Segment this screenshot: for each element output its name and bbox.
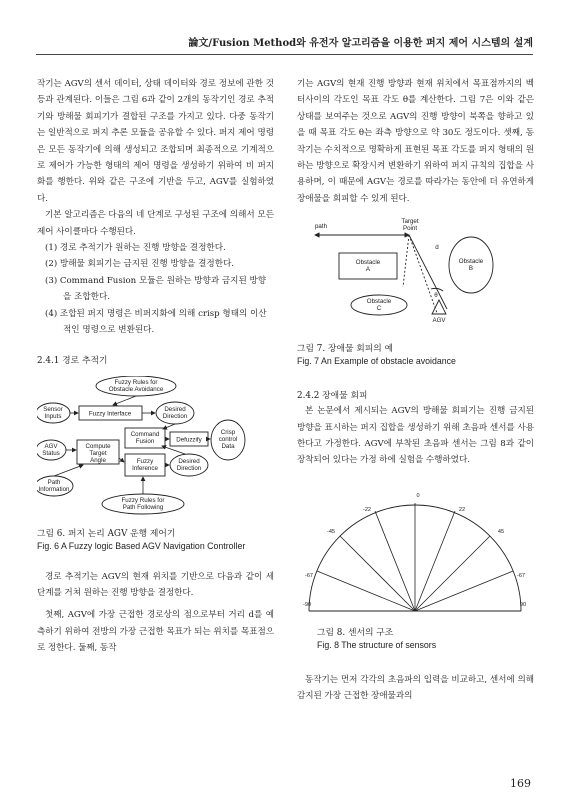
fig6-label: Sensor	[43, 405, 63, 413]
fig6-label: Fuzzy Rules for	[114, 378, 158, 386]
fig6-label: AGV	[44, 442, 58, 450]
figure-caption: 그림 7. 장애물 회피의 예	[297, 344, 394, 355]
fig6-label: Obstacle Avoidance	[108, 385, 164, 393]
fig7-label: A	[365, 266, 371, 274]
fig6-label: Fusion	[135, 437, 155, 445]
figure-caption-en: Fig. 8 The structure of sensors	[317, 639, 437, 650]
step-list	[37, 240, 274, 338]
sensor-angle-label: 45	[497, 528, 505, 535]
fig6-label: Information	[38, 485, 70, 493]
paragraph: 작기는 AGV의 센서 데이터, 상태 데이터와 경로 정보에 관한 것 등과 관계된다. 이들은 그림 6과 같이 2개의 동작기인 경로 추적기와 방해물 회피기가 결합된 구조를 가지고 있다. 다중 동작기는 일반적으로 퍼지 추론 모듈을 공유할 수 있다. 퍼지 제어 명령은 모든 동작기에 의해 생성되고 조합되며 최종적으로 기계적으로 제어가 가능한 형태의 제어 명령을 생성하기 위하여 비 퍼지화를 행한다. 위와 같은 구조에 기반을 두고, AGV를 실험하였다.	[37, 79, 274, 204]
fig6-label: Direction	[162, 412, 188, 420]
fig6-label: Desired	[164, 405, 186, 413]
section-heading: 2.4.1 경로 추적기	[37, 355, 108, 366]
header-rule	[36, 54, 533, 55]
right-column	[297, 76, 534, 705]
fig7-label: AGV	[432, 317, 446, 325]
navigation-controller-diagram	[37, 376, 274, 518]
figure-caption-en: Fig. 6 A Fuzzy logic Based AGV Navigation Controller	[37, 540, 246, 551]
fig6-label: Direction	[176, 464, 202, 472]
figure-caption-en: Fig. 7 An Example of obstacle avoidance	[297, 356, 456, 367]
sensor-angle-label: 0	[416, 492, 420, 499]
section-heading: 2.4.2 장애물 회피	[297, 391, 368, 402]
fig6-label: Data	[221, 442, 235, 450]
list-item: (4) 조합된 퍼지 명령은 비퍼지화에 의해 crisp 형태의 이산적인 명령으로 변환된다.	[45, 308, 267, 336]
paragraph: 첫째, AGV에 가장 근접한 경로상의 점으로부터 거리 d를 예측하기 위하여 전방의 가장 근접한 목표가 되는 위치를 목표점으로 정한다. 둘째, 동작	[37, 610, 274, 654]
paragraph: 경로 추적기는 AGV의 현재 위치를 기반으로 다음과 같이 세 단계를 거쳐 원하는 진행 방향을 결정한다.	[37, 571, 274, 598]
sensor-angle-label: -22	[362, 506, 372, 513]
fig7-label: Obstacle	[366, 298, 392, 306]
sensor-angle-label: -67	[304, 572, 314, 579]
paragraph: 본 논문에서 제시되는 AGV의 방해물 회피기는 진행 금지된 방향을 표시하는 퍼지 집합을 생성하기 위해 초음파 센서를 사용한다고 가정한다. AGV에 부착된 초음파 센서는 그림 8과 같이 장착되어 있다는 가정 하에 실험을 수행하였다.	[297, 406, 534, 466]
fig6-label: Fuzzy Interface	[88, 410, 132, 417]
fig6-label: Inference	[132, 464, 158, 472]
fig7-label: C	[376, 305, 382, 313]
sensor-angle-label: 90	[519, 601, 527, 608]
fig6-label: Inputs	[44, 412, 62, 420]
figure-caption: 그림 6. 퍼지 논리 AGV 운행 제어기	[37, 528, 176, 539]
list-item: (2) 방해물 회피기는 금지된 진행 방향을 결정한다.	[45, 259, 235, 270]
paragraph: 기는 AGV의 현재 진행 방향과 현재 위치에서 목표점까지의 벡터사이의 각도인 목표 각도 θ를 계산한다. 그림 7은 이와 같은 상태를 보여주는 것으로 AGV의 진행 방향이 북쪽을 향하고 있을 때 목표 각도 θ는 좌측 방향으로 약 30도 정도이다. 셋째, 동작기는 수치적으로 명확하게 표현된 목표 각도를 퍼지 형태의 원하는 방향으로 확장시켜 변환하기 위하여 퍼지 규칙의 집합을 사용하며, 이 때문에 AGV는 경로를 따라가는 동안에 더 유연하게 장애물을 회피할 수 있게 된다.	[297, 79, 534, 204]
fig6-label: Target	[89, 449, 107, 457]
fig6-label: Path Following	[122, 503, 164, 511]
sensor-angle-label: -67	[516, 572, 526, 579]
fig7-label: Target	[401, 218, 419, 226]
fig7-label: Point	[402, 225, 418, 233]
fig6-label: Path	[47, 478, 61, 486]
agv-route	[409, 235, 447, 309]
running-header	[36, 29, 533, 55]
sensor-angle-label: 22	[458, 506, 466, 513]
paragraph: 기본 알고리즘은 다음의 네 단계로 구성된 구조에 의해서 모든 제어 사이클마다 수행된다.	[37, 210, 274, 237]
sensor-angle-label: -90	[302, 601, 312, 608]
fig6-label: Crisp	[220, 428, 236, 436]
fig7-label: B	[468, 265, 474, 273]
figure-6	[37, 376, 274, 522]
sensor-rays	[317, 503, 513, 611]
list-item: (1) 경로 추적기가 원하는 진행 방향을 결정한다.	[45, 243, 226, 254]
fig6-label: Fuzzy	[136, 457, 154, 465]
fig7-label: path	[314, 223, 328, 231]
fig6-label: Fuzzy Rules for	[121, 496, 165, 504]
obstacle-avoidance-diagram	[297, 217, 534, 335]
header-title: 論文/Fusion Method와 유전자 알고리즘을 이용한 퍼지 제어 시스템의 설계	[188, 38, 533, 49]
list-item: (3) Command Fusion 모듈은 원하는 방향과 금지된 방향을 조합한다.	[45, 275, 267, 303]
fig6-label: control	[218, 435, 238, 443]
sensor-angle-label: -45	[326, 528, 336, 535]
sensor-structure-diagram	[297, 481, 534, 621]
fig6-label: Defuzzify	[176, 436, 202, 443]
fig6-label: Compute	[85, 442, 111, 450]
fig7-label: θ	[434, 292, 438, 300]
fig7-label: Obstacle	[355, 259, 381, 267]
paragraph: 동작기는 먼저 각각의 초음파의 입력을 비교하고, 센서에 의해 감지된 가장 근접한 장애물과의	[297, 674, 534, 702]
page-number: 169	[510, 777, 531, 790]
figure-8	[297, 481, 534, 625]
fig6-label: Desired	[178, 457, 200, 465]
figure-7	[297, 217, 534, 339]
fig7-label: Obstacle	[458, 258, 484, 266]
fig6-label: Angle	[90, 456, 106, 464]
fig7-label: d	[435, 244, 439, 252]
fig6-label: Status	[42, 449, 60, 457]
fig6-label: Command	[130, 430, 160, 438]
figure-caption: 그림 8. 센서의 구조	[317, 627, 394, 638]
left-column	[37, 76, 274, 657]
